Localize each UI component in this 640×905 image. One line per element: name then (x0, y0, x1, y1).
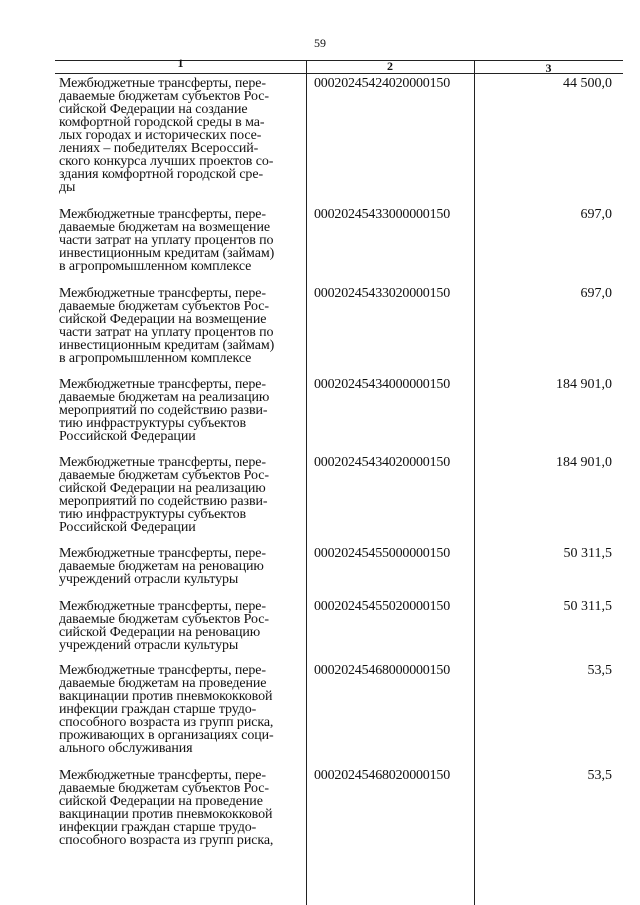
row-code: 00020245455020000150 (314, 599, 451, 614)
row-description: Межбюджетные трансферты, пере- даваемые бюджетам на проведение вакцинации против пневмококковой инфекции граждан старше трудо- способного возраста из групп риска, проживающих в организациях соци- ального обслуживания (59, 663, 274, 756)
row-amount: 697,0 (580, 207, 612, 222)
row-description: Межбюджетные трансферты, пере- даваемые бюджетам субъектов Рос- сийской Федерации на возмещение части затрат на уплату процентов по инвестиционным кредитам (займам) в агропромышленном комплексе (59, 286, 275, 366)
row-code: 00020245424020000150 (314, 76, 451, 91)
row-code: 00020245433000000150 (314, 207, 451, 222)
row-code: 00020245434020000150 (314, 455, 451, 470)
row-description: Межбюджетные трансферты, пере- даваемые бюджетам субъектов Рос- сийской Федерации на проведение вакцинации против пневмококковой инфекции граждан старше трудо- способного возраста из групп риска, (59, 768, 274, 848)
budget-table (55, 56, 623, 905)
row-amount: 697,0 (580, 286, 612, 301)
row-code: 00020245434000000150 (314, 377, 451, 392)
row-description: Межбюджетные трансферты, пере- даваемые бюджетам субъектов Рос- сийской Федерации на создание комфортной городской среды в ма- лых городах и исторических посе- лениях – победителях Всероссий- ского конкурса лучших проектов со- здания комфортной городской сре- ды (59, 76, 274, 195)
column-divider-1 (306, 60, 307, 905)
row-code: 00020245433020000150 (314, 286, 451, 301)
row-amount: 50 311,5 (563, 599, 612, 614)
row-amount: 50 311,5 (563, 546, 612, 561)
row-code: 00020245468020000150 (314, 768, 451, 783)
row-description: Межбюджетные трансферты, пере- даваемые бюджетам на реновацию учреждений отрасли культуры (59, 546, 266, 587)
row-amount: 53,5 (587, 663, 612, 678)
row-code: 00020245455000000150 (314, 546, 451, 561)
row-description: Межбюджетные трансферты, пере- даваемые бюджетам субъектов Рос- сийской Федерации на реновацию учреждений отрасли культуры (59, 599, 269, 653)
row-amount: 184 901,0 (556, 455, 612, 470)
row-description: Межбюджетные трансферты, пере- даваемые бюджетам на реализацию мероприятий по содействию разви- тию инфраструктуры субъектов Российской Федерации (59, 377, 270, 444)
row-amount: 53,5 (587, 768, 612, 783)
row-description: Межбюджетные трансферты, пере- даваемые бюджетам на возмещение части затрат на уплату процентов по инвестиционным кредитам (займам) в агропромышленном комплексе (59, 207, 275, 274)
header-col-3: 3 (545, 61, 552, 75)
row-code: 00020245468000000150 (314, 663, 451, 678)
row-amount: 184 901,0 (556, 377, 612, 392)
page-number: 59 (314, 36, 326, 50)
row-amount: 44 500,0 (563, 76, 612, 91)
header-col-2: 2 (387, 59, 393, 73)
header-col-1: 1 (177, 56, 184, 70)
row-description: Межбюджетные трансферты, пере- даваемые бюджетам субъектов Рос- сийской Федерации на реализацию мероприятий по содействию разви- тию инфраструктуры субъектов Российской Федерации (59, 455, 269, 535)
